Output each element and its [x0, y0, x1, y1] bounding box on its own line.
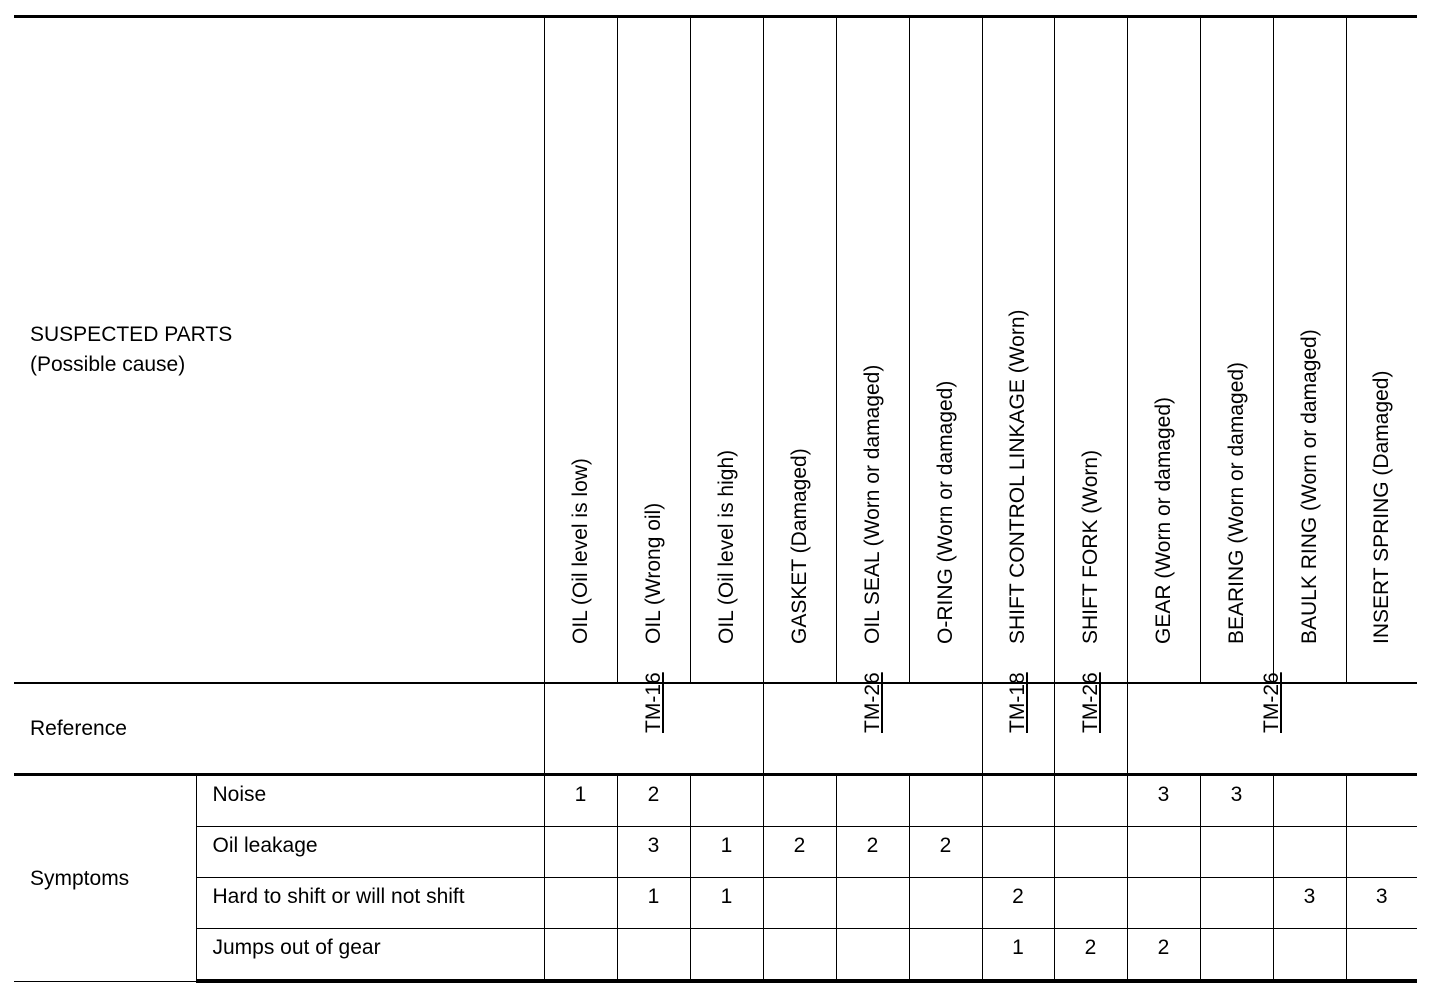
- table-cell: [1054, 827, 1127, 878]
- table-cell: [1273, 827, 1346, 878]
- header-row: [14, 17, 1417, 684]
- title-line-2: (Possible cause): [30, 353, 186, 376]
- suspected-parts-title: [14, 17, 544, 684]
- symptom-name: Noise: [196, 775, 544, 827]
- table-cell: [1127, 878, 1200, 929]
- table-cell: [1054, 775, 1127, 827]
- column-header-baulk-ring: BAULK RING (Worn or damaged): [1273, 17, 1346, 684]
- table-cell: [982, 827, 1054, 878]
- symptom-row-jumps-out-of-gear: [14, 929, 1417, 982]
- table-cell: [544, 878, 617, 929]
- column-header-oil-high: OIL (Oil level is high): [690, 17, 763, 684]
- column-header-shift-control-linkage: SHIFT CONTROL LINKAGE (Worn): [982, 17, 1054, 684]
- column-header-insert-spring: INSERT SPRING (Damaged): [1346, 17, 1417, 684]
- column-header-oil-wrong: OIL (Wrong oil): [617, 17, 690, 684]
- table-cell: [763, 929, 836, 982]
- column-header-gear: GEAR (Worn or damaged): [1127, 17, 1200, 684]
- table-cell: [1346, 775, 1417, 827]
- table-cell: 2: [617, 775, 690, 827]
- symptom-row-hard-to-shift: [14, 878, 1417, 929]
- table-cell: 3: [1200, 775, 1273, 827]
- symptom-row-oil-leakage: [14, 827, 1417, 878]
- table-cell: 3: [1346, 878, 1417, 929]
- table-cell: 1: [617, 878, 690, 929]
- table-cell: 1: [982, 929, 1054, 982]
- symptom-row-noise: [14, 775, 1417, 827]
- table-cell: [763, 775, 836, 827]
- reference-label: Reference: [14, 683, 544, 775]
- table-cell: 1: [690, 827, 763, 878]
- table-cell: 2: [982, 878, 1054, 929]
- table-cell: 2: [836, 827, 909, 878]
- reference-link-tm18[interactable]: TM-18: [982, 683, 1054, 775]
- table-cell: [1346, 827, 1417, 878]
- column-header-bearing: BEARING (Worn or damaged): [1200, 17, 1273, 684]
- table-cell: 1: [544, 775, 617, 827]
- table-cell: 2: [1054, 929, 1127, 982]
- table-cell: [1200, 827, 1273, 878]
- symptoms-label: Symptoms: [14, 775, 196, 982]
- table-cell: 2: [1127, 929, 1200, 982]
- table-cell: 1: [690, 878, 763, 929]
- table-cell: [909, 878, 982, 929]
- table-cell: [763, 878, 836, 929]
- reference-row: [14, 683, 1417, 775]
- table-cell: [1127, 827, 1200, 878]
- table-cell: [909, 775, 982, 827]
- column-header-gasket: GASKET (Damaged): [763, 17, 836, 684]
- symptom-name: Oil leakage: [196, 827, 544, 878]
- table-cell: [1054, 878, 1127, 929]
- table-cell: [617, 929, 690, 982]
- table-cell: [909, 929, 982, 982]
- table-cell: [1273, 929, 1346, 982]
- table-cell: [544, 929, 617, 982]
- table-cell: [836, 878, 909, 929]
- column-header-shift-fork: SHIFT FORK (Worn): [1054, 17, 1127, 684]
- column-header-o-ring: O-RING (Worn or damaged): [909, 17, 982, 684]
- troubleshooting-table: [14, 15, 1417, 983]
- table-cell: [1200, 929, 1273, 982]
- column-header-oil-low: OIL (Oil level is low): [544, 17, 617, 684]
- table-cell: [544, 827, 617, 878]
- symptom-name: Jumps out of gear: [196, 929, 544, 982]
- title-line-1: SUSPECTED PARTS: [30, 323, 233, 346]
- table-cell: [690, 929, 763, 982]
- table-cell: [836, 775, 909, 827]
- table-cell: [1273, 775, 1346, 827]
- table-cell: 3: [617, 827, 690, 878]
- table-cell: 2: [763, 827, 836, 878]
- table-cell: [1200, 878, 1273, 929]
- reference-link-tm16[interactable]: TM-16: [544, 683, 763, 775]
- table-cell: 3: [1273, 878, 1346, 929]
- table-cell: 3: [1127, 775, 1200, 827]
- table-cell: [836, 929, 909, 982]
- reference-link-tm26-fork[interactable]: TM-26: [1054, 683, 1127, 775]
- table-cell: [690, 775, 763, 827]
- table-cell: [982, 775, 1054, 827]
- reference-link-tm26-seals[interactable]: TM-26: [763, 683, 982, 775]
- column-header-oil-seal: OIL SEAL (Worn or damaged): [836, 17, 909, 684]
- table-cell: [1346, 929, 1417, 982]
- reference-link-tm26-gears[interactable]: TM-26: [1127, 683, 1417, 775]
- symptom-name: Hard to shift or will not shift: [196, 878, 544, 929]
- table-cell: 2: [909, 827, 982, 878]
